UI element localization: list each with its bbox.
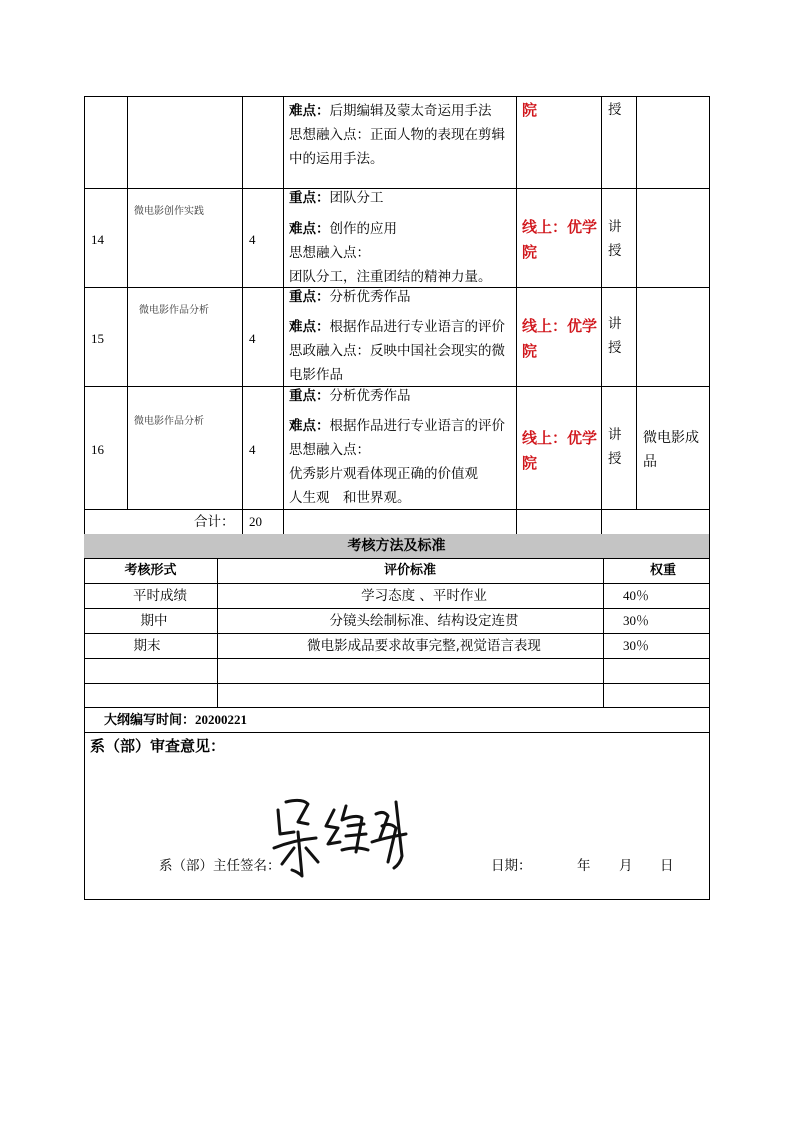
- row-mode: [522, 98, 537, 123]
- col-divider: [127, 96, 128, 509]
- row-mode: [522, 426, 597, 476]
- method-text: 授: [608, 340, 622, 356]
- method-text: 授: [608, 243, 622, 259]
- assessment-header-weight: 权重: [649, 563, 676, 578]
- mode-text: 线上：优学: [522, 317, 598, 335]
- content-text: 团队分工: [329, 190, 384, 206]
- row-mode: [522, 314, 597, 364]
- col-divider: [242, 96, 243, 534]
- outline-time-value: 20200221: [195, 712, 248, 727]
- content-label: 难点：: [289, 418, 330, 434]
- row-divider: [84, 683, 710, 684]
- output-text: 微电影成: [643, 430, 699, 446]
- content-text: 分析优秀作品: [329, 289, 411, 305]
- assessment-header-criteria: 评价标准: [383, 563, 436, 578]
- content-text: 思想融入点：正面人物的表现在剪辑: [289, 127, 505, 143]
- row-number: 15: [91, 331, 104, 346]
- content-label: 重点：: [289, 388, 330, 404]
- total-value: 20: [249, 514, 262, 529]
- row-content: [289, 285, 411, 309]
- method-text: 讲: [608, 427, 622, 443]
- content-label: 难点：: [289, 221, 330, 237]
- row-hours: 4: [249, 232, 256, 247]
- assessment-form: 期末: [133, 638, 161, 654]
- row-output: [643, 426, 699, 474]
- content-text: 电影作品: [289, 367, 343, 383]
- content-label: 难点：: [289, 319, 330, 335]
- row-hours: 4: [249, 331, 256, 346]
- row-topic: 微电影作品分析: [139, 305, 209, 316]
- content-label: 难点：: [289, 103, 330, 119]
- method-text: 授: [608, 102, 622, 118]
- content-label: 重点：: [289, 190, 330, 206]
- row-number: 14: [91, 232, 104, 247]
- assessment-criteria: 微电影成品要求故事完整,视觉语言表现: [307, 638, 541, 654]
- row-content: [289, 384, 411, 408]
- review-day: 日: [660, 858, 674, 874]
- table-border-left: [84, 96, 85, 900]
- row-mode: [522, 215, 597, 265]
- assessment-form: 期中: [140, 613, 168, 629]
- content-label: 重点：: [289, 289, 330, 305]
- table-border-top: [84, 96, 710, 97]
- assessment-title: 考核方法及标准: [84, 534, 709, 558]
- outline-time: [104, 708, 247, 733]
- mode-text: 院: [522, 101, 538, 119]
- content-text: 中的运用手法。: [289, 151, 384, 167]
- method-text: 讲: [608, 219, 622, 235]
- handwritten-signature: [272, 792, 412, 884]
- row-divider: [84, 658, 710, 659]
- row-content: [289, 217, 492, 289]
- row-method: [608, 98, 622, 122]
- content-text: 后期编辑及蒙太奇运用手法: [329, 103, 492, 119]
- review-date-label: 日期：: [491, 858, 532, 874]
- row-topic: 微电影创作实践: [134, 206, 204, 217]
- outline-time-label: 大纲编写时间：: [104, 713, 196, 728]
- mode-text: 线上：优学: [522, 218, 598, 236]
- mode-text: 院: [522, 454, 538, 472]
- content-text: 思想融入点：: [289, 442, 370, 458]
- method-text: 授: [608, 451, 622, 467]
- row-number: 16: [91, 442, 104, 457]
- row-method: [608, 215, 622, 263]
- content-text: 根据作品进行专业语言的评价: [329, 319, 505, 335]
- mode-text: 线上：优学: [522, 429, 598, 447]
- assessment-criteria: 分镜头绘制标准、结构设定连贯: [329, 613, 519, 629]
- output-text: 品: [643, 454, 657, 470]
- row-method: [608, 423, 622, 471]
- content-text: 创作的应用: [329, 221, 397, 237]
- content-text: 思想融入点：: [289, 245, 370, 261]
- col-divider: [283, 96, 284, 534]
- row-topic: 微电影作品分析: [134, 416, 204, 427]
- row-hours: 4: [249, 442, 256, 457]
- content-text: 思政融入点：反映中国社会现实的微: [289, 343, 505, 359]
- col-divider: [516, 96, 517, 534]
- content-text: 优秀影片观看体现正确的价值观: [289, 466, 478, 482]
- table-border-bottom: [84, 899, 710, 900]
- assessment-header-form: 考核形式: [124, 563, 177, 578]
- row-divider: [84, 188, 710, 189]
- content-text: 分析优秀作品: [329, 388, 411, 404]
- col-divider: [601, 96, 602, 534]
- assessment-weight: 40％: [623, 588, 650, 603]
- assessment-weight: 30％: [623, 613, 650, 628]
- mode-text: 院: [522, 342, 538, 360]
- assessment-criteria: 学习态度 、平时作业: [361, 588, 487, 604]
- total-label: 合计：: [194, 514, 235, 530]
- row-method: [608, 312, 622, 360]
- content-text: 团队分工，注重团结的精神力量。: [289, 269, 492, 285]
- table-border-right: [709, 96, 710, 900]
- row-content: [289, 99, 505, 171]
- row-content: [289, 414, 505, 510]
- content-text: 根据作品进行专业语言的评价: [329, 418, 505, 434]
- content-text: 人生观 和世界观。: [289, 490, 411, 506]
- col-divider: [636, 96, 637, 509]
- mode-text: 院: [522, 243, 538, 261]
- review-month: 月: [619, 858, 633, 874]
- method-text: 讲: [608, 316, 622, 332]
- review-title: 系（部）审查意见：: [90, 737, 226, 755]
- assessment-form: 平时成绩: [133, 588, 187, 604]
- review-signer-label: 系（部）主任签名：: [159, 858, 281, 874]
- row-content: [289, 315, 505, 387]
- review-year: 年: [577, 858, 591, 874]
- assessment-weight: 30％: [623, 638, 650, 653]
